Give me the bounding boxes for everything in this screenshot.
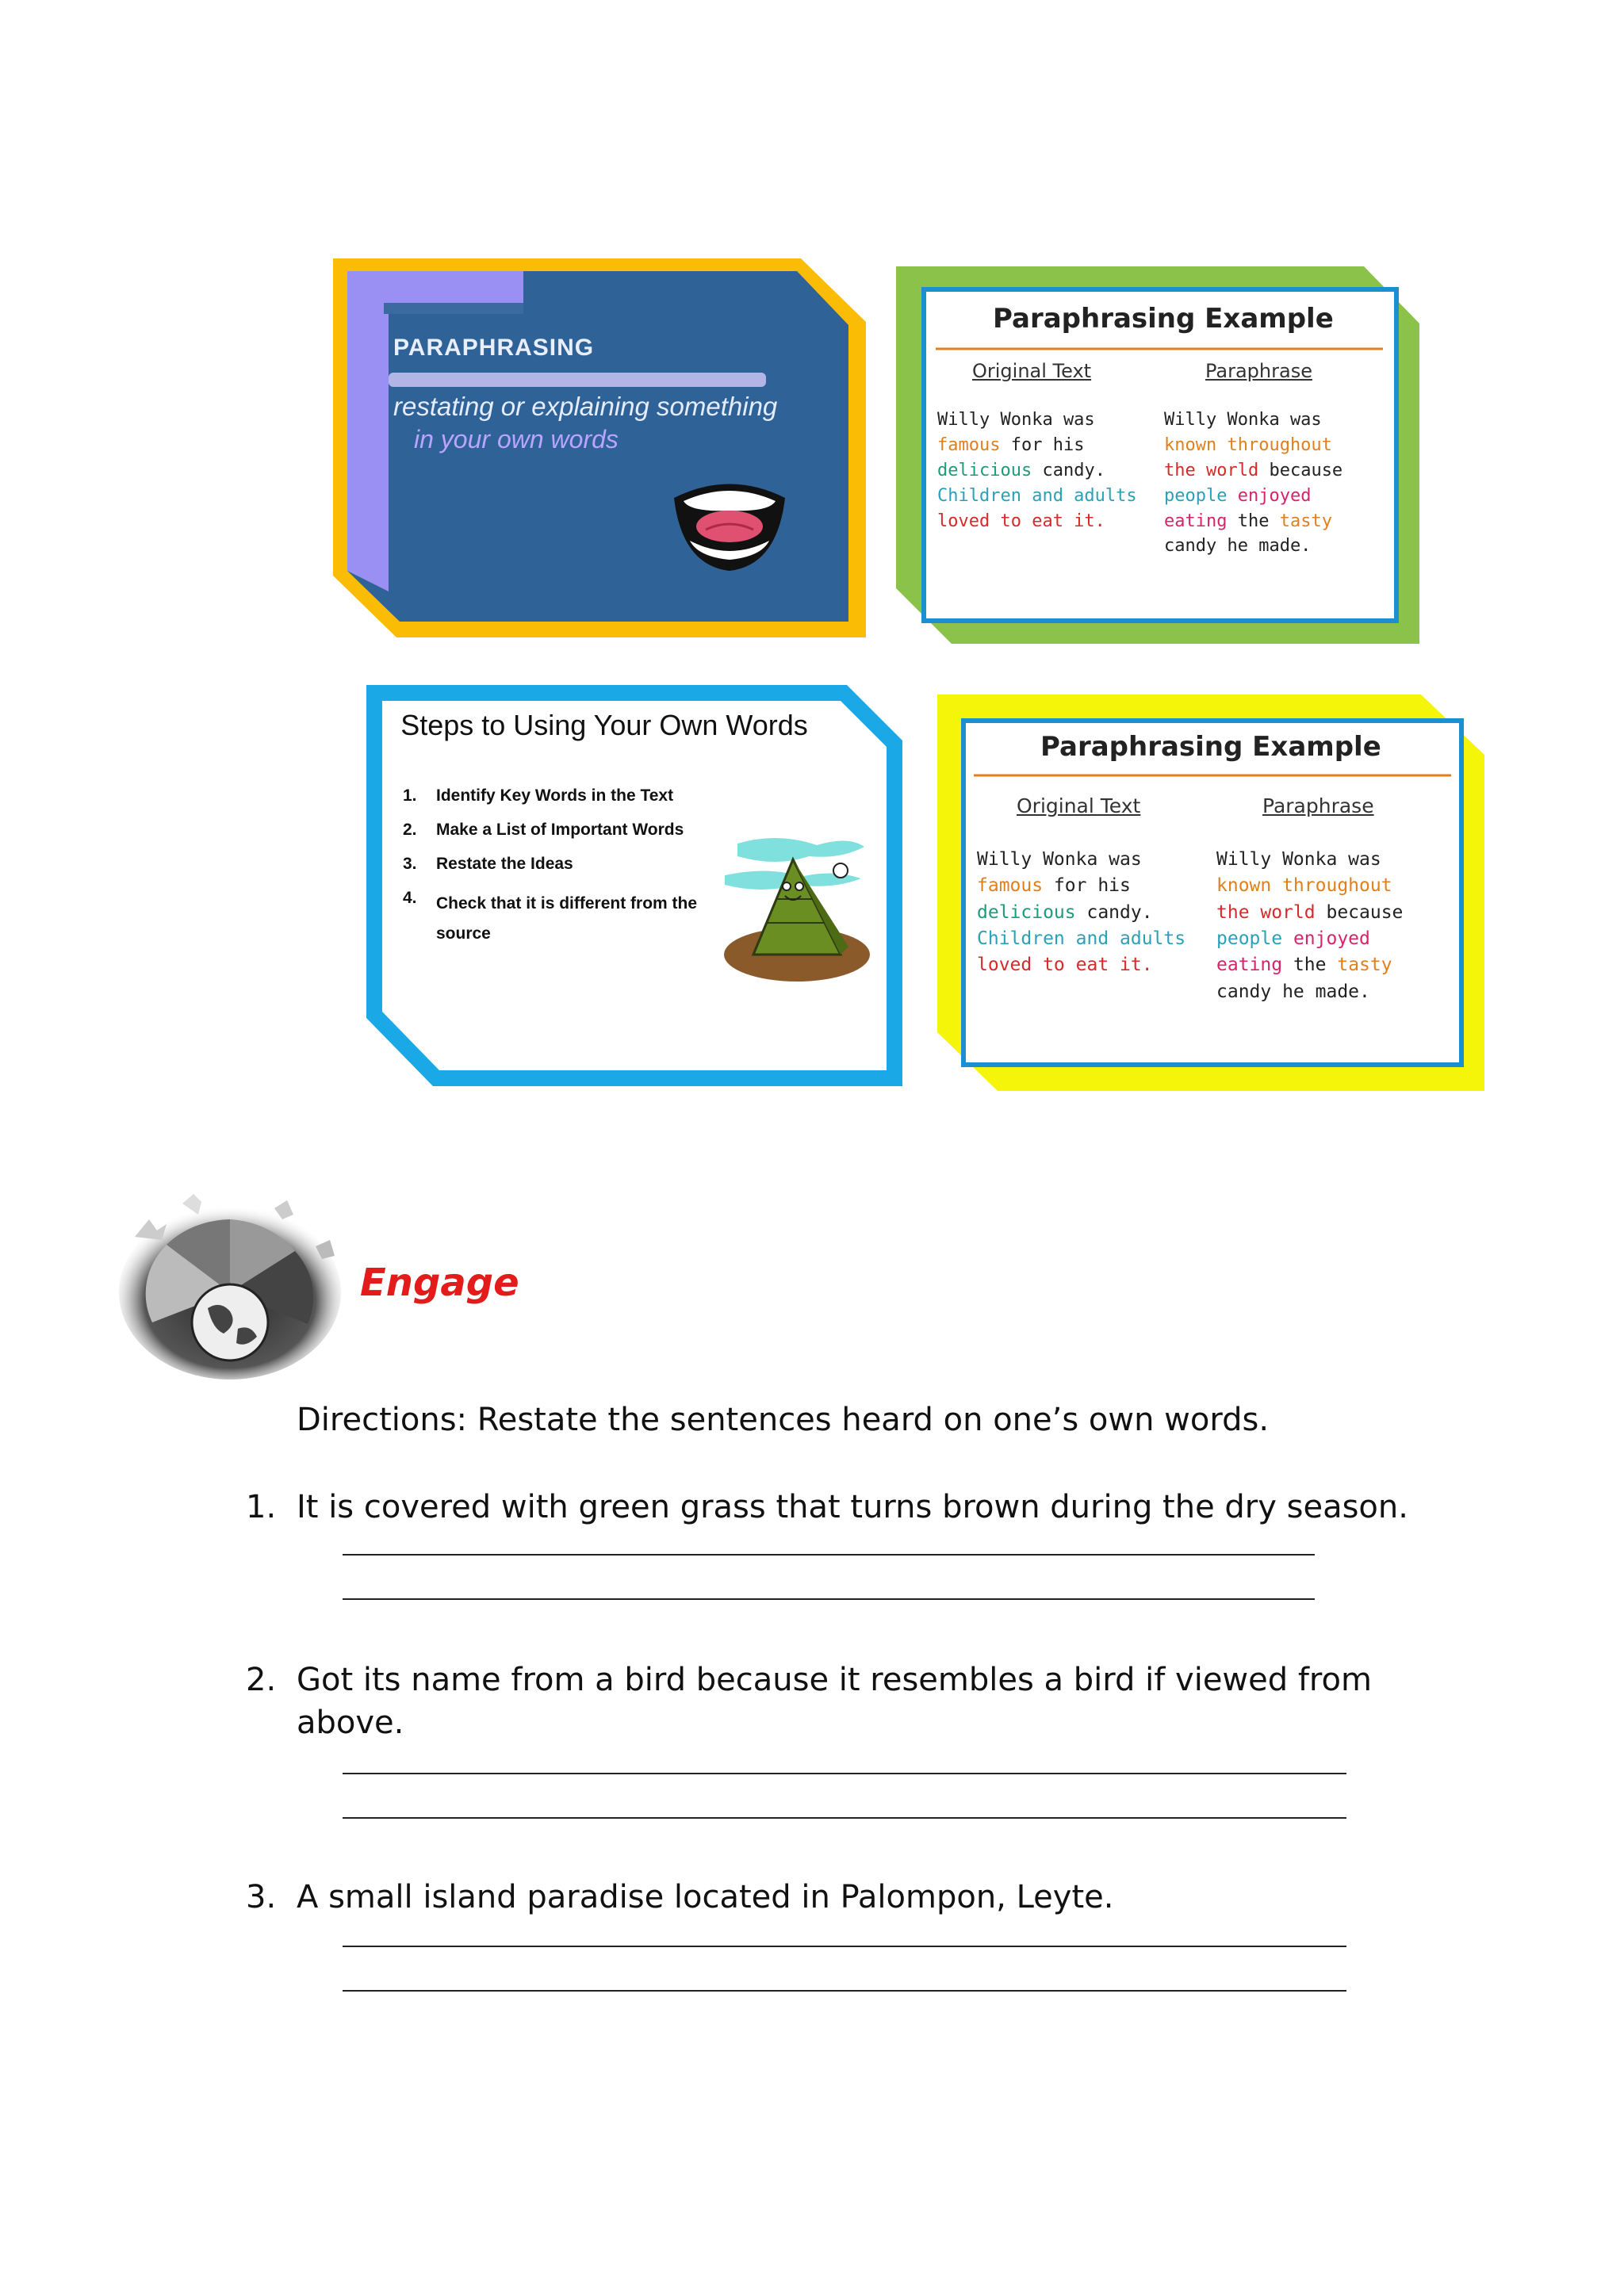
answer-line[interactable]	[343, 1773, 1346, 1774]
steps-item: 2. Make a List of Important Words	[403, 821, 684, 839]
steps-card	[366, 685, 902, 1086]
mouth-icon	[666, 474, 793, 577]
question-text: It is covered with green grass that turns brown during the dry season.	[297, 1489, 1408, 1525]
engage-title: Engage	[360, 1261, 519, 1305]
answer-line[interactable]	[343, 1598, 1315, 1600]
para-line1: Willy Wonka was	[1164, 410, 1322, 430]
answer-line[interactable]	[343, 1554, 1315, 1556]
paraphrasing-card	[333, 258, 866, 637]
example-top-paraphrase-text: Willy Wonka was known throughout the world because people enjoyed eating the tasty candy he made.	[1164, 410, 1343, 557]
example-bottom-paraphrase-header: Paraphrase	[1262, 794, 1374, 817]
example-top-paraphrase-header: Paraphrase	[1205, 360, 1312, 382]
steps-item: 1. Identify Key Words in the Text	[403, 786, 674, 805]
question-number: 2.	[246, 1662, 277, 1698]
question-text: Got its name from a bird because it resembles a bird if viewed from above.	[297, 1662, 1372, 1741]
example-top-title: Paraphrasing Example	[993, 303, 1334, 335]
steps-item: 3. Restate the Ideas	[403, 855, 573, 873]
answer-line[interactable]	[343, 1946, 1346, 1947]
paraphrasing-example-card-top	[896, 266, 1419, 644]
pyramid-mascot-icon	[722, 828, 872, 986]
steps-item: 4. Check that it is different from the source	[403, 889, 698, 943]
example-bottom-original-header: Original Text	[1017, 794, 1141, 817]
example-bottom-original-text: Willy Wonka was famous for his delicious candy. Children and adults loved to eat it.	[977, 849, 1186, 976]
paraphrasing-definition-line2: in your own words	[414, 425, 619, 453]
para-line1: Willy Wonka was	[1216, 849, 1381, 870]
example-top-original-text: Willy Wonka was famous for his delicious candy. Children and adults loved to eat it.	[937, 410, 1137, 531]
steps-list	[403, 786, 722, 964]
orig-line1: Willy Wonka was	[937, 410, 1095, 430]
answer-line[interactable]	[343, 1817, 1346, 1819]
question-number: 1.	[246, 1489, 277, 1525]
answer-line[interactable]	[343, 1990, 1346, 1992]
engage-globe-icon	[119, 1189, 349, 1380]
example-top-original-header: Original Text	[972, 360, 1092, 382]
paraphrasing-definition-line1: restating or explaining something	[393, 392, 778, 421]
steps-heading: Steps to Using Your Own Words	[400, 709, 808, 741]
orig-line1: Willy Wonka was	[977, 849, 1142, 870]
paraphrasing-heading: PARAPHRASING	[393, 335, 595, 361]
example-bottom-title: Paraphrasing Example	[1040, 731, 1381, 763]
paraphrasing-example-card-bottom	[937, 695, 1484, 1091]
directions-text: Directions: Restate the sentences heard on one’s own words.	[297, 1402, 1270, 1438]
example-bottom-paraphrase-text: Willy Wonka was known throughout the world because people enjoyed eating the tasty candy he made.	[1216, 849, 1404, 1002]
question-number: 3.	[246, 1879, 277, 1915]
question-text: A small island paradise located in Palompon, Leyte.	[297, 1879, 1114, 1915]
